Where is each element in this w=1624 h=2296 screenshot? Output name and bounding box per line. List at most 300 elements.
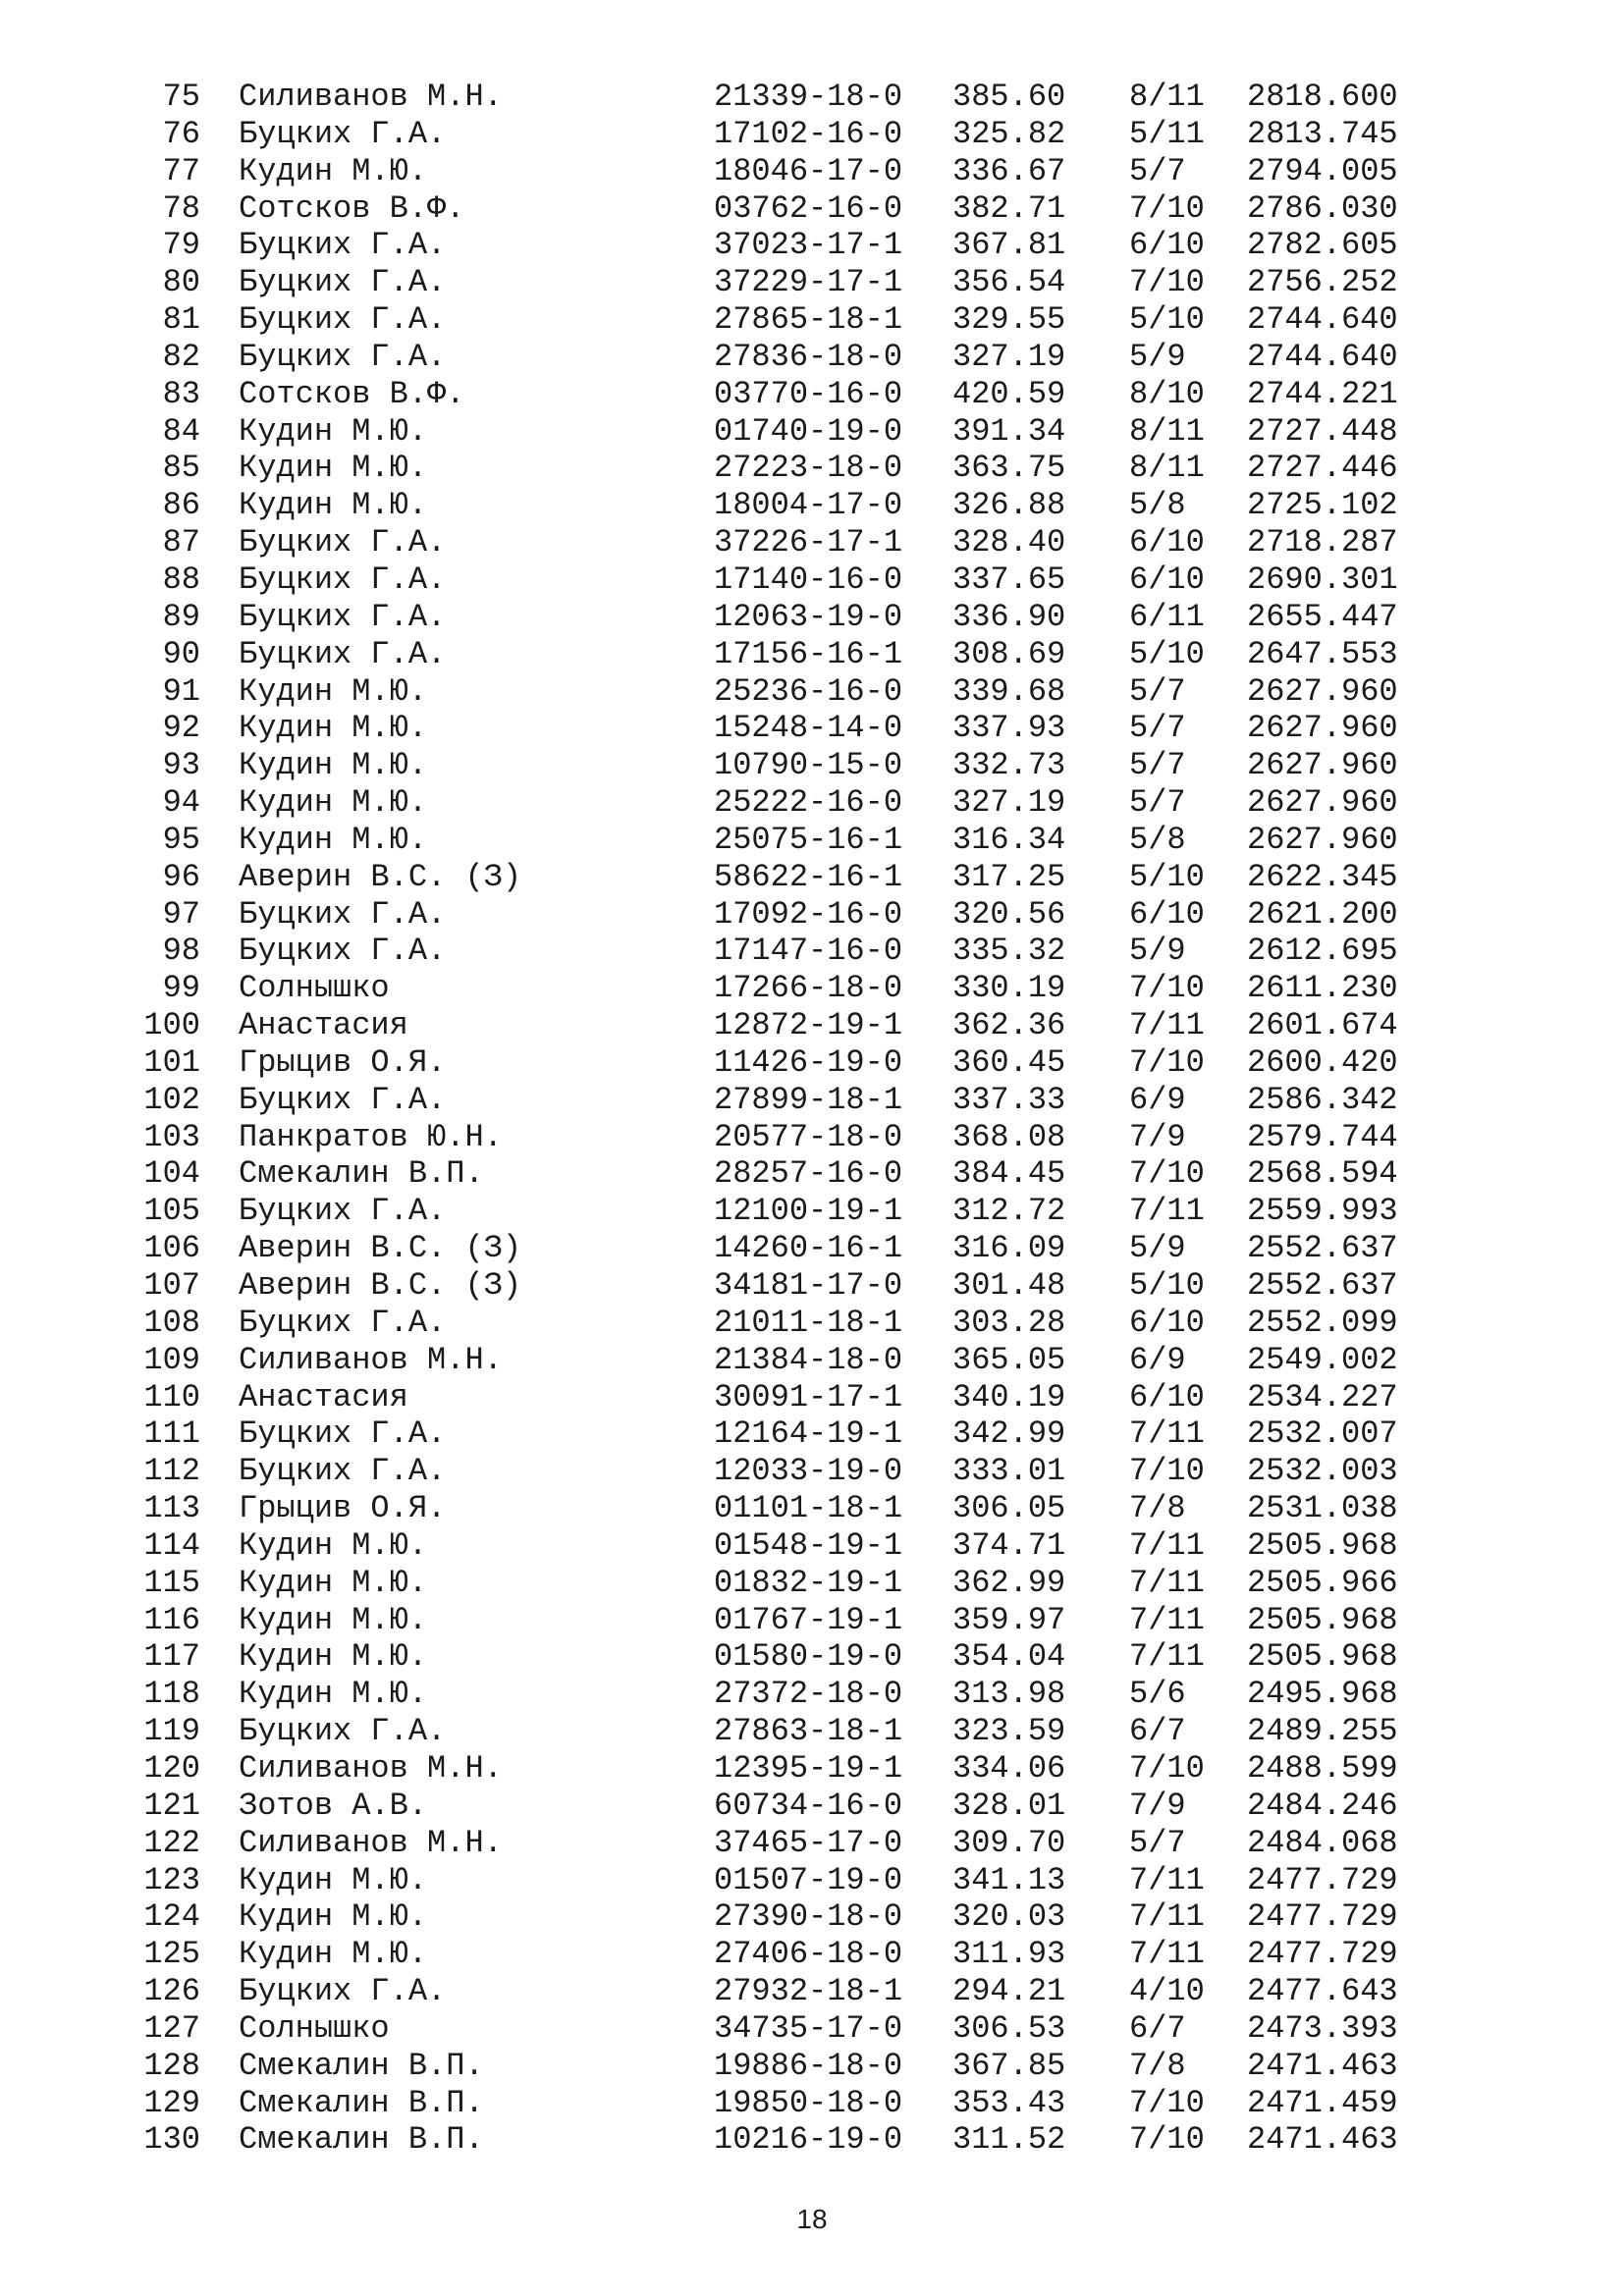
participant-name: Грыцив О.Я. bbox=[239, 1043, 447, 1081]
record-code: 03770-16-0 bbox=[714, 375, 903, 412]
fraction-value: 5/8 bbox=[1129, 821, 1186, 858]
score-value: 301.48 bbox=[952, 1267, 1066, 1304]
table-row bbox=[0, 1936, 1624, 1973]
table-row bbox=[0, 1082, 1624, 1119]
row-number: 86 bbox=[162, 487, 200, 524]
record-code: 18046-17-0 bbox=[714, 152, 903, 189]
participant-name: Силиванов М.Н. bbox=[239, 79, 503, 115]
score-value: 323.59 bbox=[952, 1713, 1066, 1750]
score-value: 309.70 bbox=[952, 1824, 1066, 1861]
score-value: 317.25 bbox=[952, 858, 1066, 895]
total-value: 2552.637 bbox=[1247, 1267, 1398, 1304]
record-code: 17156-16-1 bbox=[714, 635, 903, 672]
score-value: 330.19 bbox=[952, 970, 1066, 1007]
total-value: 2622.345 bbox=[1247, 858, 1398, 895]
participant-name: Буцких Г.А. bbox=[239, 301, 447, 339]
row-number: 113 bbox=[143, 1490, 200, 1527]
record-code: 34735-17-0 bbox=[714, 2009, 903, 2047]
participant-name: Кудин М.Ю. bbox=[239, 784, 428, 822]
table-row bbox=[0, 970, 1624, 1007]
table-row bbox=[0, 859, 1624, 896]
total-value: 2495.968 bbox=[1247, 1676, 1398, 1713]
total-value: 2612.695 bbox=[1247, 933, 1398, 970]
fraction-value: 7/10 bbox=[1129, 1155, 1205, 1193]
row-number: 76 bbox=[162, 115, 200, 152]
total-value: 2534.227 bbox=[1247, 1378, 1398, 1415]
record-code: 27899-18-1 bbox=[714, 1081, 903, 1118]
score-value: 336.67 bbox=[952, 152, 1066, 189]
participant-name: Кудин М.Ю. bbox=[239, 710, 428, 747]
score-value: 334.06 bbox=[952, 1749, 1066, 1787]
total-value: 2611.230 bbox=[1247, 970, 1398, 1007]
participant-name: Солнышко bbox=[239, 970, 390, 1007]
total-value: 2549.002 bbox=[1247, 1341, 1398, 1378]
score-value: 356.54 bbox=[952, 264, 1066, 301]
table-row bbox=[0, 1007, 1624, 1044]
score-value: 326.88 bbox=[952, 487, 1066, 524]
row-number: 115 bbox=[143, 1564, 200, 1601]
score-value: 367.85 bbox=[952, 2047, 1066, 2084]
fraction-value: 5/8 bbox=[1129, 487, 1186, 524]
table-row bbox=[0, 2010, 1624, 2048]
record-code: 19886-18-0 bbox=[714, 2047, 903, 2084]
row-number: 123 bbox=[143, 1861, 200, 1898]
row-number: 99 bbox=[162, 970, 200, 1007]
total-value: 2813.745 bbox=[1247, 115, 1398, 152]
row-number: 103 bbox=[143, 1118, 200, 1155]
score-value: 327.19 bbox=[952, 338, 1066, 375]
participant-name: Смекалин В.П. bbox=[239, 2084, 484, 2121]
table-row bbox=[0, 933, 1624, 970]
fraction-value: 7/11 bbox=[1129, 1898, 1205, 1936]
table-row bbox=[0, 1415, 1624, 1453]
record-code: 21011-18-1 bbox=[714, 1304, 903, 1341]
score-value: 391.34 bbox=[952, 412, 1066, 450]
participant-name: Кудин М.Ю. bbox=[239, 1936, 428, 1973]
total-value: 2601.674 bbox=[1247, 1007, 1398, 1044]
row-number: 80 bbox=[162, 264, 200, 301]
record-code: 12100-19-1 bbox=[714, 1193, 903, 1230]
row-number: 120 bbox=[143, 1749, 200, 1787]
row-number: 85 bbox=[162, 450, 200, 487]
record-code: 25075-16-1 bbox=[714, 821, 903, 858]
total-value: 2532.003 bbox=[1247, 1453, 1398, 1490]
row-number: 110 bbox=[143, 1378, 200, 1415]
record-code: 14260-16-1 bbox=[714, 1230, 903, 1267]
table-row bbox=[0, 710, 1624, 747]
fraction-value: 5/10 bbox=[1129, 301, 1205, 339]
score-value: 308.69 bbox=[952, 635, 1066, 672]
fraction-value: 8/10 bbox=[1129, 375, 1205, 412]
fraction-value: 7/10 bbox=[1129, 1043, 1205, 1081]
table-row bbox=[0, 1898, 1624, 1936]
fraction-value: 5/9 bbox=[1129, 933, 1186, 970]
fraction-value: 6/10 bbox=[1129, 1304, 1205, 1341]
fraction-value: 8/11 bbox=[1129, 79, 1205, 115]
fraction-value: 7/10 bbox=[1129, 2084, 1205, 2121]
total-value: 2505.968 bbox=[1247, 1601, 1398, 1638]
score-value: 362.99 bbox=[952, 1564, 1066, 1601]
record-code: 27406-18-0 bbox=[714, 1936, 903, 1973]
score-value: 312.72 bbox=[952, 1193, 1066, 1230]
participant-name: Кудин М.Ю. bbox=[239, 1676, 428, 1713]
record-code: 27863-18-1 bbox=[714, 1713, 903, 1750]
fraction-value: 5/9 bbox=[1129, 338, 1186, 375]
total-value: 2786.030 bbox=[1247, 189, 1398, 227]
score-value: 332.73 bbox=[952, 747, 1066, 784]
row-number: 128 bbox=[143, 2047, 200, 2084]
total-value: 2818.600 bbox=[1247, 79, 1398, 115]
fraction-value: 6/10 bbox=[1129, 895, 1205, 933]
fraction-value: 7/10 bbox=[1129, 2121, 1205, 2159]
total-value: 2552.637 bbox=[1247, 1230, 1398, 1267]
participant-name: Силиванов М.Н. bbox=[239, 1749, 503, 1787]
participant-name: Грыцив О.Я. bbox=[239, 1490, 447, 1527]
record-code: 12063-19-0 bbox=[714, 598, 903, 635]
fraction-value: 7/11 bbox=[1129, 1415, 1205, 1453]
total-value: 2531.038 bbox=[1247, 1490, 1398, 1527]
total-value: 2552.099 bbox=[1247, 1304, 1398, 1341]
fraction-value: 6/11 bbox=[1129, 598, 1205, 635]
row-number: 102 bbox=[143, 1081, 200, 1118]
participant-name: Силиванов М.Н. bbox=[239, 1824, 503, 1861]
score-value: 335.32 bbox=[952, 933, 1066, 970]
table-row bbox=[0, 1750, 1624, 1788]
participant-name: Сотсков В.Ф. bbox=[239, 189, 465, 227]
total-value: 2477.729 bbox=[1247, 1936, 1398, 1973]
row-number: 125 bbox=[143, 1936, 200, 1973]
fraction-value: 7/11 bbox=[1129, 1007, 1205, 1044]
total-value: 2579.744 bbox=[1247, 1118, 1398, 1155]
score-value: 316.34 bbox=[952, 821, 1066, 858]
table-row bbox=[0, 1490, 1624, 1527]
fraction-value: 7/11 bbox=[1129, 1861, 1205, 1898]
table-row bbox=[0, 561, 1624, 599]
table-row bbox=[0, 1713, 1624, 1750]
score-value: 311.93 bbox=[952, 1936, 1066, 1973]
total-value: 2505.968 bbox=[1247, 1638, 1398, 1676]
score-value: 337.93 bbox=[952, 710, 1066, 747]
row-number: 78 bbox=[162, 189, 200, 227]
fraction-value: 5/10 bbox=[1129, 635, 1205, 672]
score-value: 328.40 bbox=[952, 524, 1066, 561]
table-row bbox=[0, 1825, 1624, 1862]
fraction-value: 5/7 bbox=[1129, 1824, 1186, 1861]
fraction-value: 5/7 bbox=[1129, 784, 1186, 822]
participant-name: Смекалин В.П. bbox=[239, 2047, 484, 2084]
row-number: 81 bbox=[162, 301, 200, 339]
record-code: 17266-18-0 bbox=[714, 970, 903, 1007]
fraction-value: 7/11 bbox=[1129, 1601, 1205, 1638]
row-number: 97 bbox=[162, 895, 200, 933]
total-value: 2559.993 bbox=[1247, 1193, 1398, 1230]
score-value: 333.01 bbox=[952, 1453, 1066, 1490]
total-value: 2794.005 bbox=[1247, 152, 1398, 189]
fraction-value: 6/9 bbox=[1129, 1081, 1186, 1118]
row-number: 129 bbox=[143, 2084, 200, 2121]
participant-name: Аверин В.С. (З) bbox=[239, 858, 522, 895]
table-row bbox=[0, 227, 1624, 264]
record-code: 60734-16-0 bbox=[714, 1787, 903, 1824]
record-code: 37226-17-1 bbox=[714, 524, 903, 561]
record-code: 17092-16-0 bbox=[714, 895, 903, 933]
row-number: 98 bbox=[162, 933, 200, 970]
fraction-value: 5/7 bbox=[1129, 672, 1186, 710]
total-value: 2484.246 bbox=[1247, 1787, 1398, 1824]
record-code: 15248-14-0 bbox=[714, 710, 903, 747]
table-row bbox=[0, 1230, 1624, 1267]
total-value: 2471.463 bbox=[1247, 2121, 1398, 2159]
score-value: 303.28 bbox=[952, 1304, 1066, 1341]
row-number: 106 bbox=[143, 1230, 200, 1267]
record-code: 01580-19-0 bbox=[714, 1638, 903, 1676]
total-value: 2600.420 bbox=[1247, 1043, 1398, 1081]
score-value: 363.75 bbox=[952, 450, 1066, 487]
participant-name: Буцких Г.А. bbox=[239, 933, 447, 970]
participant-name: Сотсков В.Ф. bbox=[239, 375, 465, 412]
record-code: 25222-16-0 bbox=[714, 784, 903, 822]
record-code: 01832-19-1 bbox=[714, 1564, 903, 1601]
table-row bbox=[0, 636, 1624, 673]
score-value: 339.68 bbox=[952, 672, 1066, 710]
row-number: 124 bbox=[143, 1898, 200, 1936]
row-number: 112 bbox=[143, 1453, 200, 1490]
total-value: 2627.960 bbox=[1247, 710, 1398, 747]
fraction-value: 7/10 bbox=[1129, 264, 1205, 301]
table-row bbox=[0, 1119, 1624, 1156]
total-value: 2690.301 bbox=[1247, 561, 1398, 598]
fraction-value: 5/7 bbox=[1129, 152, 1186, 189]
row-number: 119 bbox=[143, 1713, 200, 1750]
participant-name: Буцких Г.А. bbox=[239, 1415, 447, 1453]
row-number: 91 bbox=[162, 672, 200, 710]
fraction-value: 4/10 bbox=[1129, 1973, 1205, 2010]
fraction-value: 5/11 bbox=[1129, 115, 1205, 152]
score-value: 420.59 bbox=[952, 375, 1066, 412]
row-number: 104 bbox=[143, 1155, 200, 1193]
table-row bbox=[0, 1565, 1624, 1602]
table-row bbox=[0, 784, 1624, 822]
score-value: 320.03 bbox=[952, 1898, 1066, 1936]
participant-name: Буцких Г.А. bbox=[239, 1304, 447, 1341]
record-code: 34181-17-0 bbox=[714, 1267, 903, 1304]
score-value: 327.19 bbox=[952, 784, 1066, 822]
row-number: 105 bbox=[143, 1193, 200, 1230]
table-row bbox=[0, 1044, 1624, 1082]
score-value: 340.19 bbox=[952, 1378, 1066, 1415]
table-row bbox=[0, 1527, 1624, 1565]
record-code: 01507-19-0 bbox=[714, 1861, 903, 1898]
total-value: 2718.287 bbox=[1247, 524, 1398, 561]
participant-name: Зотов А.В. bbox=[239, 1787, 428, 1824]
total-value: 2568.594 bbox=[1247, 1155, 1398, 1193]
fraction-value: 7/8 bbox=[1129, 1490, 1186, 1527]
total-value: 2744.221 bbox=[1247, 375, 1398, 412]
score-value: 367.81 bbox=[952, 227, 1066, 264]
participant-name: Кудин М.Ю. bbox=[239, 747, 428, 784]
record-code: 12033-19-0 bbox=[714, 1453, 903, 1490]
participant-name: Аверин В.С. (З) bbox=[239, 1267, 522, 1304]
table-row bbox=[0, 1453, 1624, 1490]
row-number: 114 bbox=[143, 1526, 200, 1564]
fraction-value: 5/10 bbox=[1129, 1267, 1205, 1304]
fraction-value: 6/10 bbox=[1129, 524, 1205, 561]
score-value: 341.13 bbox=[952, 1861, 1066, 1898]
total-value: 2725.102 bbox=[1247, 487, 1398, 524]
table-row bbox=[0, 1305, 1624, 1342]
record-code: 27372-18-0 bbox=[714, 1676, 903, 1713]
total-value: 2471.463 bbox=[1247, 2047, 1398, 2084]
table-row bbox=[0, 153, 1624, 190]
row-number: 94 bbox=[162, 784, 200, 822]
total-value: 2744.640 bbox=[1247, 301, 1398, 339]
total-value: 2627.960 bbox=[1247, 784, 1398, 822]
score-value: 382.71 bbox=[952, 189, 1066, 227]
participant-name: Буцких Г.А. bbox=[239, 635, 447, 672]
table-row bbox=[0, 822, 1624, 859]
page-number: 18 bbox=[796, 2204, 828, 2234]
fraction-value: 6/10 bbox=[1129, 561, 1205, 598]
table-row bbox=[0, 1155, 1624, 1193]
table-row bbox=[0, 1862, 1624, 1899]
participant-name: Силиванов М.Н. bbox=[239, 1341, 503, 1378]
table-row bbox=[0, 79, 1624, 116]
total-value: 2727.448 bbox=[1247, 412, 1398, 450]
table-row bbox=[0, 673, 1624, 711]
record-code: 12872-19-1 bbox=[714, 1007, 903, 1044]
fraction-value: 7/10 bbox=[1129, 970, 1205, 1007]
fraction-value: 7/9 bbox=[1129, 1118, 1186, 1155]
record-code: 27223-18-0 bbox=[714, 450, 903, 487]
table-row bbox=[0, 1638, 1624, 1676]
fraction-value: 7/11 bbox=[1129, 1638, 1205, 1676]
table-row bbox=[0, 1193, 1624, 1230]
row-number: 109 bbox=[143, 1341, 200, 1378]
total-value: 2477.643 bbox=[1247, 1973, 1398, 2010]
record-code: 27932-18-1 bbox=[714, 1973, 903, 2010]
row-number: 88 bbox=[162, 561, 200, 598]
score-value: 342.99 bbox=[952, 1415, 1066, 1453]
fraction-value: 5/10 bbox=[1129, 858, 1205, 895]
score-value: 306.53 bbox=[952, 2009, 1066, 2047]
table-row bbox=[0, 1267, 1624, 1305]
participant-name: Анастасия bbox=[239, 1007, 408, 1044]
row-number: 111 bbox=[143, 1415, 200, 1453]
participant-name: Аверин В.С. (З) bbox=[239, 1230, 522, 1267]
participant-name: Буцких Г.А. bbox=[239, 598, 447, 635]
row-number: 107 bbox=[143, 1267, 200, 1304]
row-number: 101 bbox=[143, 1043, 200, 1081]
record-code: 01740-19-0 bbox=[714, 412, 903, 450]
record-code: 25236-16-0 bbox=[714, 672, 903, 710]
row-number: 79 bbox=[162, 227, 200, 264]
table-row bbox=[0, 301, 1624, 339]
fraction-value: 6/7 bbox=[1129, 2009, 1186, 2047]
participant-name: Смекалин В.П. bbox=[239, 1155, 484, 1193]
score-value: 354.04 bbox=[952, 1638, 1066, 1676]
table-row bbox=[0, 450, 1624, 487]
participant-name: Буцких Г.А. bbox=[239, 1713, 447, 1750]
record-code: 17102-16-0 bbox=[714, 115, 903, 152]
participant-name: Буцких Г.А. bbox=[239, 338, 447, 375]
table-row bbox=[0, 116, 1624, 153]
table-row bbox=[0, 1973, 1624, 2010]
table-row bbox=[0, 376, 1624, 413]
record-code: 27836-18-0 bbox=[714, 338, 903, 375]
total-value: 2477.729 bbox=[1247, 1898, 1398, 1936]
table-row bbox=[0, 896, 1624, 934]
fraction-value: 8/11 bbox=[1129, 450, 1205, 487]
row-number: 116 bbox=[143, 1601, 200, 1638]
record-code: 17147-16-0 bbox=[714, 933, 903, 970]
record-code: 58622-16-1 bbox=[714, 858, 903, 895]
row-number: 126 bbox=[143, 1973, 200, 2010]
row-number: 92 bbox=[162, 710, 200, 747]
total-value: 2586.342 bbox=[1247, 1081, 1398, 1118]
total-value: 2756.252 bbox=[1247, 264, 1398, 301]
table-row bbox=[0, 1788, 1624, 1825]
participant-name: Буцких Г.А. bbox=[239, 561, 447, 598]
score-value: 384.45 bbox=[952, 1155, 1066, 1193]
row-number: 100 bbox=[143, 1007, 200, 1044]
table-row bbox=[0, 1676, 1624, 1713]
row-number: 108 bbox=[143, 1304, 200, 1341]
total-value: 2627.960 bbox=[1247, 821, 1398, 858]
table-row bbox=[0, 524, 1624, 561]
table-row bbox=[0, 1602, 1624, 1639]
record-code: 27390-18-0 bbox=[714, 1898, 903, 1936]
table-row bbox=[0, 1379, 1624, 1416]
row-number: 118 bbox=[143, 1676, 200, 1713]
fraction-value: 7/10 bbox=[1129, 1453, 1205, 1490]
participant-name: Буцких Г.А. bbox=[239, 1081, 447, 1118]
score-value: 360.45 bbox=[952, 1043, 1066, 1081]
row-number: 121 bbox=[143, 1787, 200, 1824]
record-code: 12164-19-1 bbox=[714, 1415, 903, 1453]
row-number: 84 bbox=[162, 412, 200, 450]
score-value: 359.97 bbox=[952, 1601, 1066, 1638]
participant-name: Буцких Г.А. bbox=[239, 524, 447, 561]
score-value: 336.90 bbox=[952, 598, 1066, 635]
record-code: 12395-19-1 bbox=[714, 1749, 903, 1787]
results-table bbox=[0, 79, 1624, 2159]
row-number: 89 bbox=[162, 598, 200, 635]
table-row bbox=[0, 339, 1624, 376]
score-value: 320.56 bbox=[952, 895, 1066, 933]
row-number: 122 bbox=[143, 1824, 200, 1861]
total-value: 2727.446 bbox=[1247, 450, 1398, 487]
fraction-value: 5/6 bbox=[1129, 1676, 1186, 1713]
participant-name: Буцких Г.А. bbox=[239, 1973, 447, 2010]
participant-name: Смекалин В.П. bbox=[239, 2121, 484, 2159]
table-row bbox=[0, 487, 1624, 524]
row-number: 96 bbox=[162, 858, 200, 895]
record-code: 17140-16-0 bbox=[714, 561, 903, 598]
record-code: 21384-18-0 bbox=[714, 1341, 903, 1378]
participant-name: Буцких Г.А. bbox=[239, 227, 447, 264]
total-value: 2471.459 bbox=[1247, 2084, 1398, 2121]
table-row bbox=[0, 413, 1624, 451]
table-row bbox=[0, 1342, 1624, 1379]
participant-name: Кудин М.Ю. bbox=[239, 1898, 428, 1936]
total-value: 2488.599 bbox=[1247, 1749, 1398, 1787]
record-code: 30091-17-1 bbox=[714, 1378, 903, 1415]
record-code: 18004-17-0 bbox=[714, 487, 903, 524]
record-code: 01767-19-1 bbox=[714, 1601, 903, 1638]
total-value: 2484.068 bbox=[1247, 1824, 1398, 1861]
fraction-value: 7/11 bbox=[1129, 1193, 1205, 1230]
total-value: 2505.966 bbox=[1247, 1564, 1398, 1601]
